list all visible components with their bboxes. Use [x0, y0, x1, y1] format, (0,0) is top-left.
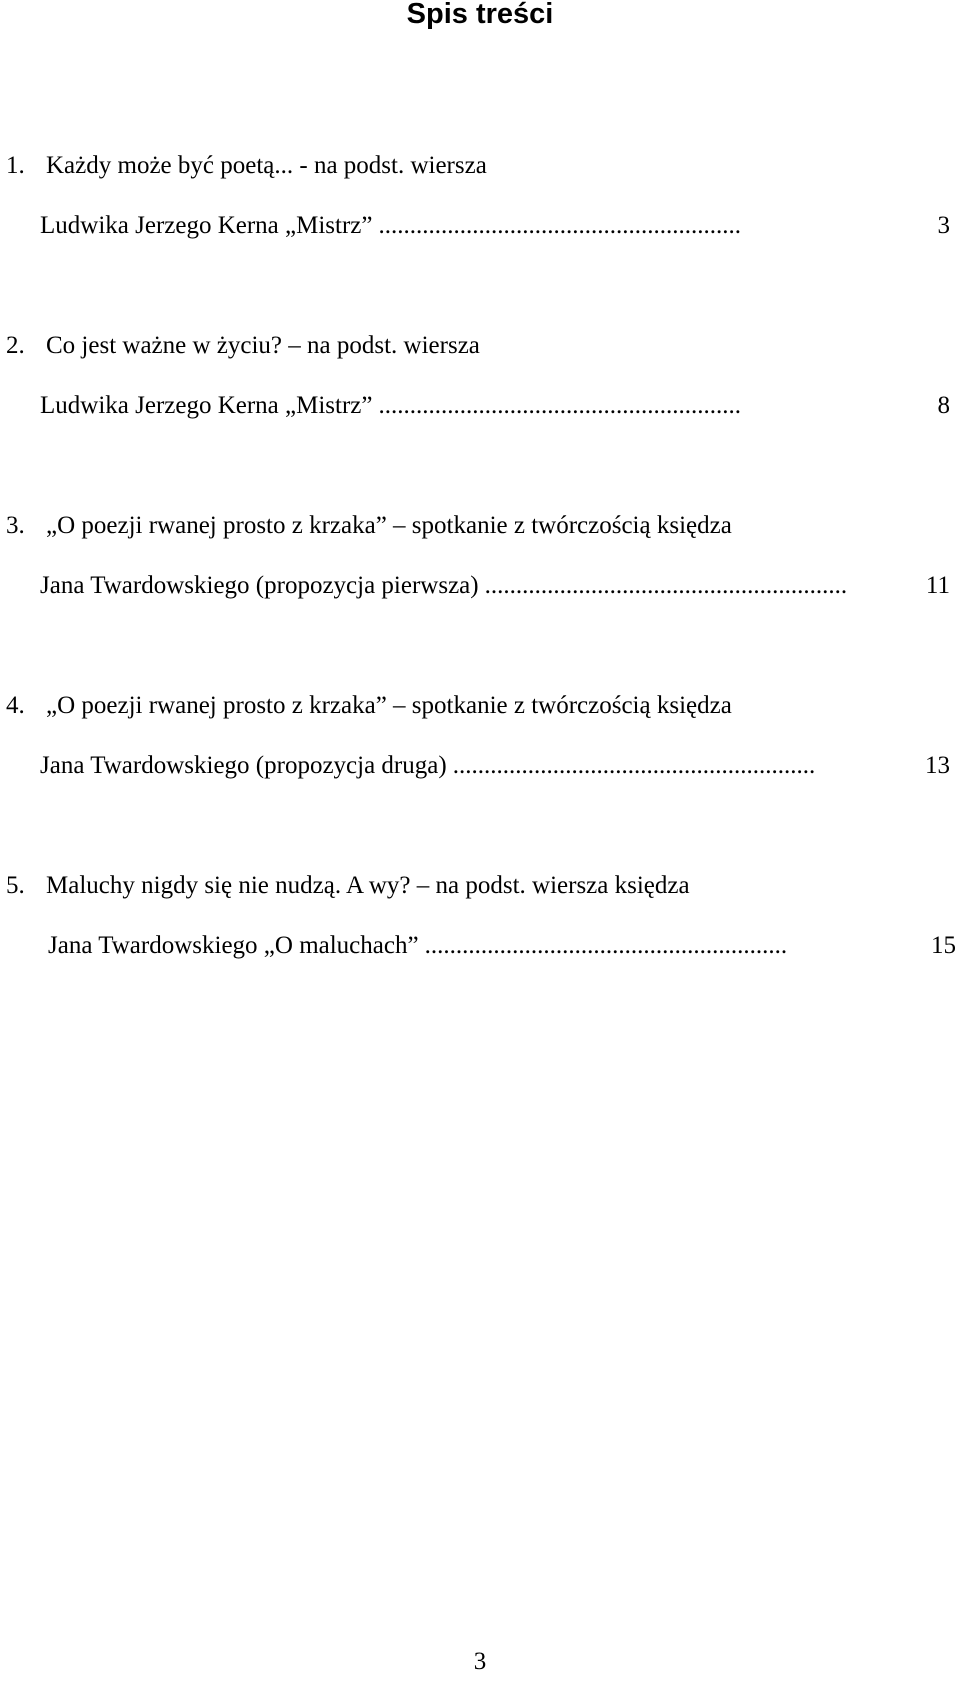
toc-entry-number: 3.	[6, 512, 25, 539]
leader-dots: ..........................................................	[484, 572, 848, 599]
toc-page-number: 3	[937, 212, 950, 239]
leader-dots: ..........................................................	[378, 392, 741, 419]
toc-entry-number: 2.	[6, 332, 25, 359]
toc-page-number: 11	[925, 572, 950, 599]
toc-entry-2-line-2[interactable]	[40, 391, 950, 421]
toc-entry-3-line-2[interactable]	[40, 571, 950, 601]
toc-entry-title-continued: Jana Twardowskiego (propozycja druga)	[40, 752, 447, 779]
page-title: Spis treści	[406, 0, 554, 30]
toc-entry-title: Każdy może być poetą... - na podst. wiersza	[46, 152, 487, 179]
toc-entry-title-continued: Jana Twardowskiego „O maluchach”	[48, 932, 419, 959]
toc-entry-title: „O poezji rwanej prosto z krzaka” – spotkanie z twórczością księdza	[46, 512, 732, 539]
toc-entry-number: 1.	[6, 152, 25, 179]
toc-entry-5-line-2[interactable]	[48, 931, 956, 961]
toc-entry-3-line-1	[6, 511, 732, 541]
toc-entry-5-line-1	[6, 871, 690, 901]
toc-entry-title-continued: Ludwika Jerzego Kerna „Mistrz”	[40, 212, 373, 239]
toc-entry-title: Co jest ważne w życiu? – na podst. wiersza	[46, 332, 480, 359]
toc-entry-number: 5.	[6, 872, 25, 899]
leader-dots: ..........................................................	[424, 932, 788, 959]
toc-entry-title: Maluchy nigdy się nie nudzą. A wy? – na podst. wiersza księdza	[46, 872, 690, 899]
toc-entry-2-line-1	[6, 331, 480, 361]
toc-page-number: 15	[931, 932, 956, 959]
page-number: 3	[473, 1648, 487, 1675]
toc-entry-4-line-2[interactable]	[40, 751, 950, 781]
toc-entry-title: „O poezji rwanej prosto z krzaka” – spotkanie z twórczością księdza	[46, 692, 732, 719]
leader-dots: ..........................................................	[452, 752, 816, 779]
leader-dots: ..........................................................	[378, 212, 741, 239]
toc-page-number: 8	[937, 392, 950, 419]
toc-entry-number: 4.	[6, 692, 25, 719]
toc-page-number: 13	[925, 752, 950, 779]
toc-entry-4-line-1	[6, 691, 732, 721]
toc-entry-1-line-1	[6, 151, 487, 181]
toc-entry-1-line-2[interactable]	[40, 211, 950, 241]
toc-entry-title-continued: Jana Twardowskiego (propozycja pierwsza)	[40, 572, 479, 599]
toc-entry-title-continued: Ludwika Jerzego Kerna „Mistrz”	[40, 392, 373, 419]
